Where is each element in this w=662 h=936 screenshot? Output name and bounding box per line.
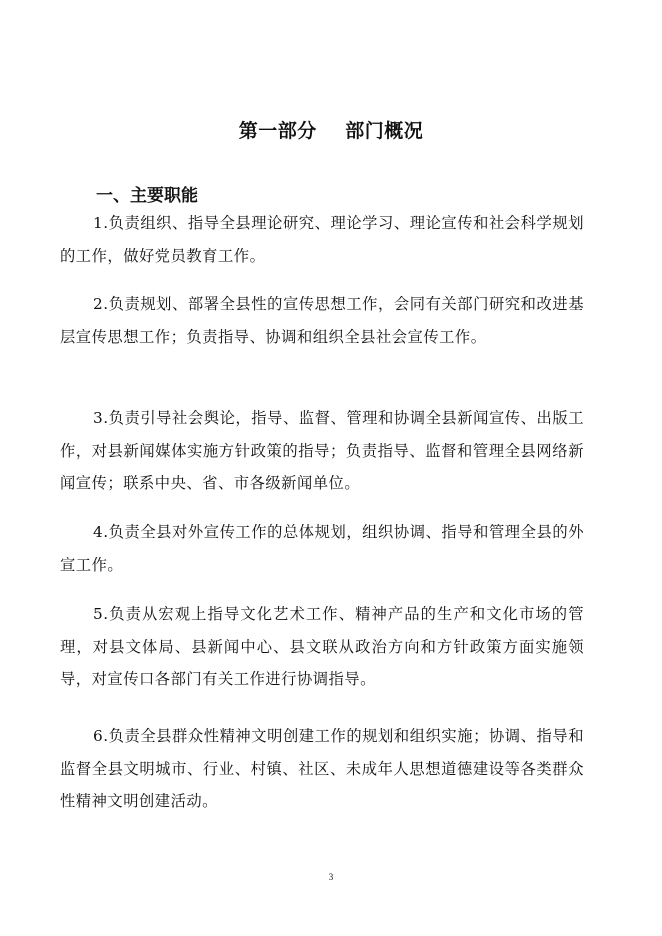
paragraph-3: 3.负责引导社会舆论，指导、监督、管理和协调全县新闻宣传、出版工作，对县新闻媒体实施方针政策的指导；负责指导、监督和管理全县网络新闻宣传；联系中央、省、市各级新闻单位。: [60, 409, 584, 492]
paragraph-6: 6.负责全县群众性精神文明创建工作的规划和组织实施；协调、指导和监督全县文明城市、行业、村镇、社区、未成年人思想道德建设等各类群众性精神文明创建活动。: [60, 727, 584, 810]
paragraph-2: 2.负责规划、部署全县性的宣传思想工作，会同有关部门研究和改进基层宣传思想工作；负责指导、协调和组织全县社会宣传工作。: [60, 295, 584, 346]
paragraph-5: 5.负责从宏观上指导文化艺术工作、精神产品的生产和文化市场的管理，对县文体局、县新闻中心、县文联从政治方向和方针政策方面实施领导，对宣传口各部门有关工作进行协调指导。: [60, 605, 584, 688]
paragraph-1: 1.负责组织、指导全县理论研究、理论学习、理论宣传和社会科学规划的工作，做好党员教育工作。: [60, 214, 584, 265]
page-number: 3: [328, 872, 334, 882]
section-heading: 一、主要职能: [96, 186, 198, 206]
page-title: 第一部分 部门概况: [238, 120, 424, 142]
paragraph-4: 4.负责全县对外宣传工作的总体规划，组织协调、指导和管理全县的外宣工作。: [60, 523, 584, 574]
